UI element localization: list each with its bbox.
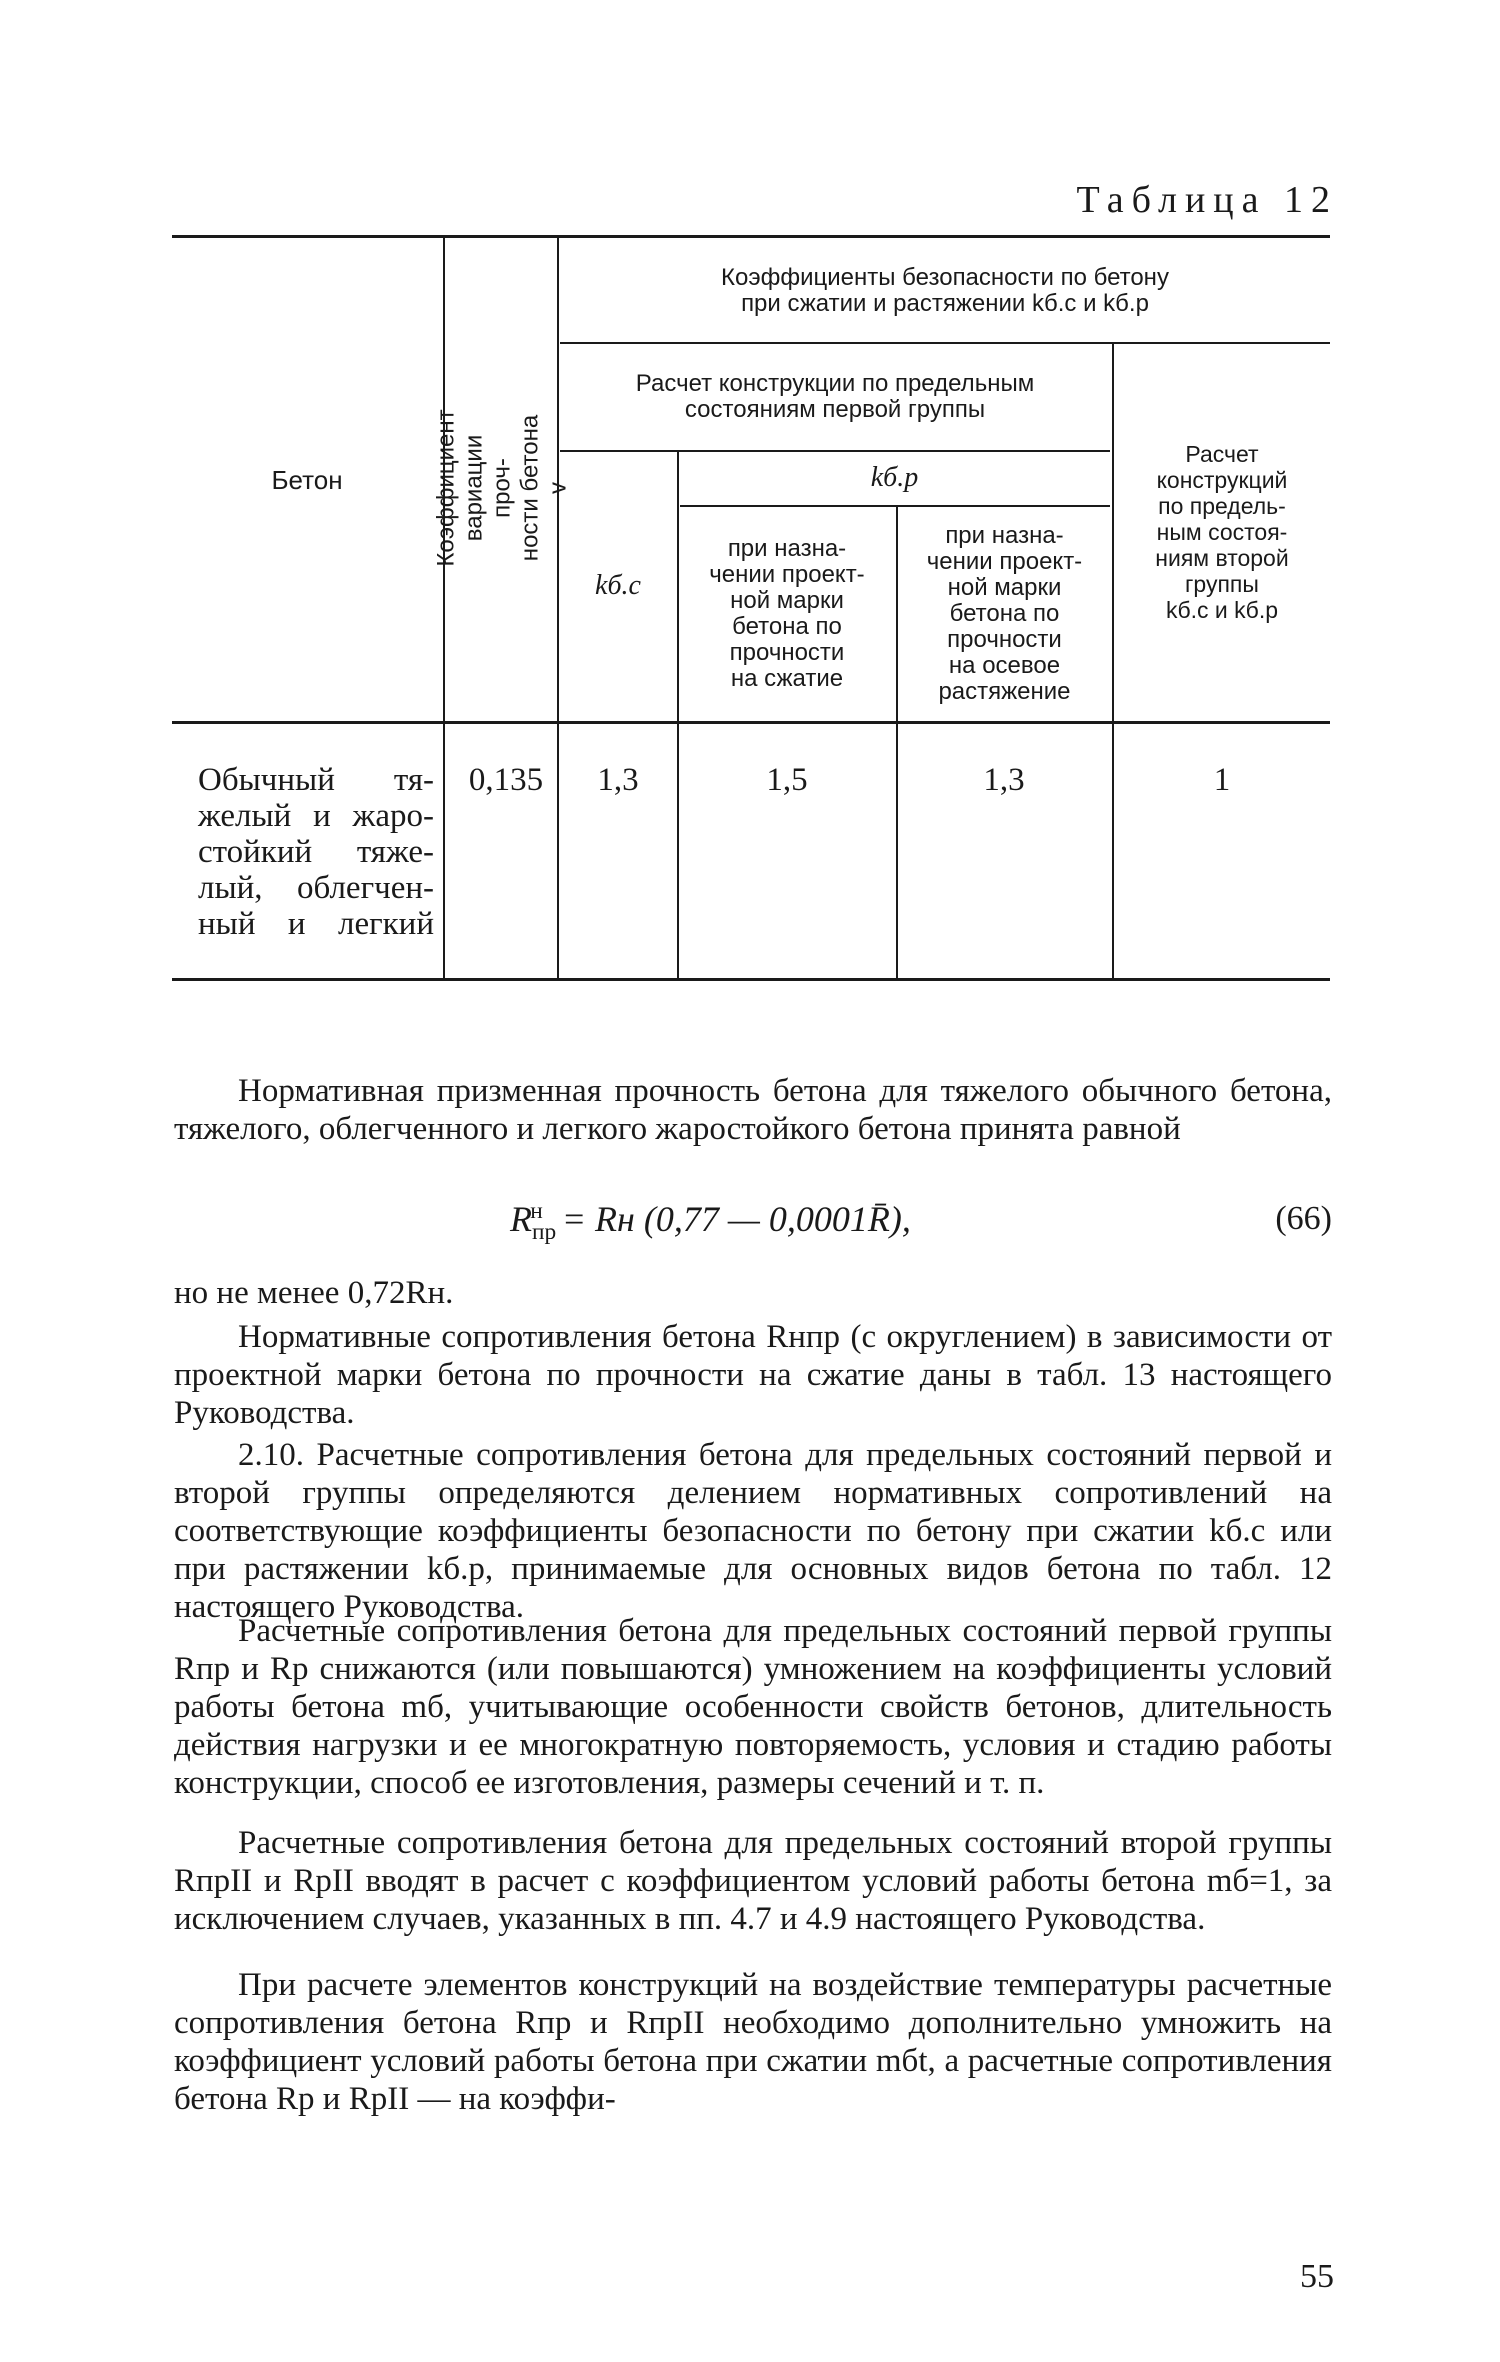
header-safety-coefficients: Коэффициенты безопасности по бетону при сжатии и растяжении kб.с и kб.р <box>721 264 1169 317</box>
page-number: 55 <box>1300 2258 1334 2295</box>
header-kbp-tension: при назна- чении проект- ной марки бетона по прочности на осевое растяжение <box>926 522 1083 705</box>
cell-kbp-compression: 1,5 <box>766 762 808 798</box>
header-kbp-compression: при назна- чении проект- ной марки бетона по прочности на сжатие <box>709 535 865 692</box>
formula-number: (66) <box>1275 1200 1332 1237</box>
paragraph-prism-strength: Нормативная призменная прочность бетона для тяжелого обычного бетона, тяжелого, облегченного и легкого жаростойкого бетона принята равной <box>174 1073 1332 1147</box>
formula-66: $R_{пр}^н$ = Rн (0,77 — 0,0001R̄), <box>510 1198 911 1246</box>
header-kbc: kб.с <box>595 570 641 601</box>
paragraph-normative-resistance: Нормативные сопротивления бетона Rнпр (с округлением) в зависимости от проектной марки бетона по прочности на сжатие даны в табл. 13 настоящего Руководства. <box>174 1319 1332 1431</box>
header-concrete: Бетон <box>271 464 343 495</box>
cell-concrete-type: Обычный тя- желый и жаро- стойкий тяже- лый, облегчен- ный и легкий <box>198 762 434 942</box>
formula-lhs: R <box>510 1199 532 1239</box>
rule-kbp <box>680 505 1110 507</box>
paragraph-not-less: но не менее 0,72Rн. <box>174 1275 454 1311</box>
formula-rhs: = Rн (0,77 — 0,0001R̄), <box>561 1199 911 1239</box>
cell-kbp-tension: 1,3 <box>983 762 1025 798</box>
paragraph-second-group: Расчетные сопротивления бетона для предельных состояний второй группы RпрII и RрII вводят в расчет с коэффициентом условий работы бетона mб=1, за исключением случаев, указанных в пп. 4.7 и 4.9 настоящего Руководства. <box>174 1825 1332 1937</box>
col-divider-1 <box>443 237 445 978</box>
header-variation: Коэффициент вариации проч- ности бетона v <box>433 409 572 567</box>
paragraph-2-10: 2.10. Расчетные сопротивления бетона для предельных состояний первой и второй группы определяются делением нормативных сопротивлений на соответствующие коэффициенты безопасности по бетону при сжатии kб.с или при растяжении kб.р, принимаемые для основных видов бетона по табл. 12 настоящего Руководства. <box>174 1437 1332 1625</box>
table-caption: Таблица 12 <box>1076 179 1338 221</box>
cell-second-group: 1 <box>1213 762 1231 798</box>
table-bottom-rule <box>172 978 1330 981</box>
header-bottom-rule <box>172 721 1330 724</box>
header-first-group: Расчет конструкции по предельным состояниям первой группы <box>635 370 1035 423</box>
paragraph-temperature: При расчете элементов конструкций на воздействие температуры расчетные сопротивления бетона Rпр и RпрII необходимо дополнительно умножить на коэффициент условий работы бетона при сжатии mбt, а расчетные сопротивления бетона Rр и RрII — на коэффи- <box>174 1967 1332 2117</box>
cell-kbc: 1,3 <box>597 762 639 798</box>
header-kbp: kб.р <box>870 462 919 493</box>
paragraph-first-group: Расчетные сопротивления бетона для предельных состояний первой группы Rпр и Rр снижаются (или повышаются) умножением на коэффициенты условий работы бетона mб, учитывающие особенности свойств бетонов, длительность действия нагрузки и ее многократную повторяемость, условия и стадию работы конструкции, способ ее изготовления, размеры сечений и т. п. <box>174 1613 1332 1801</box>
header-second-group: Расчет конструкций по предель- ным состоя- ниям второй группы kб.с и kб.р <box>1155 441 1289 623</box>
cell-variation: 0,135 <box>468 762 544 798</box>
rule-safety-top <box>560 342 1330 344</box>
